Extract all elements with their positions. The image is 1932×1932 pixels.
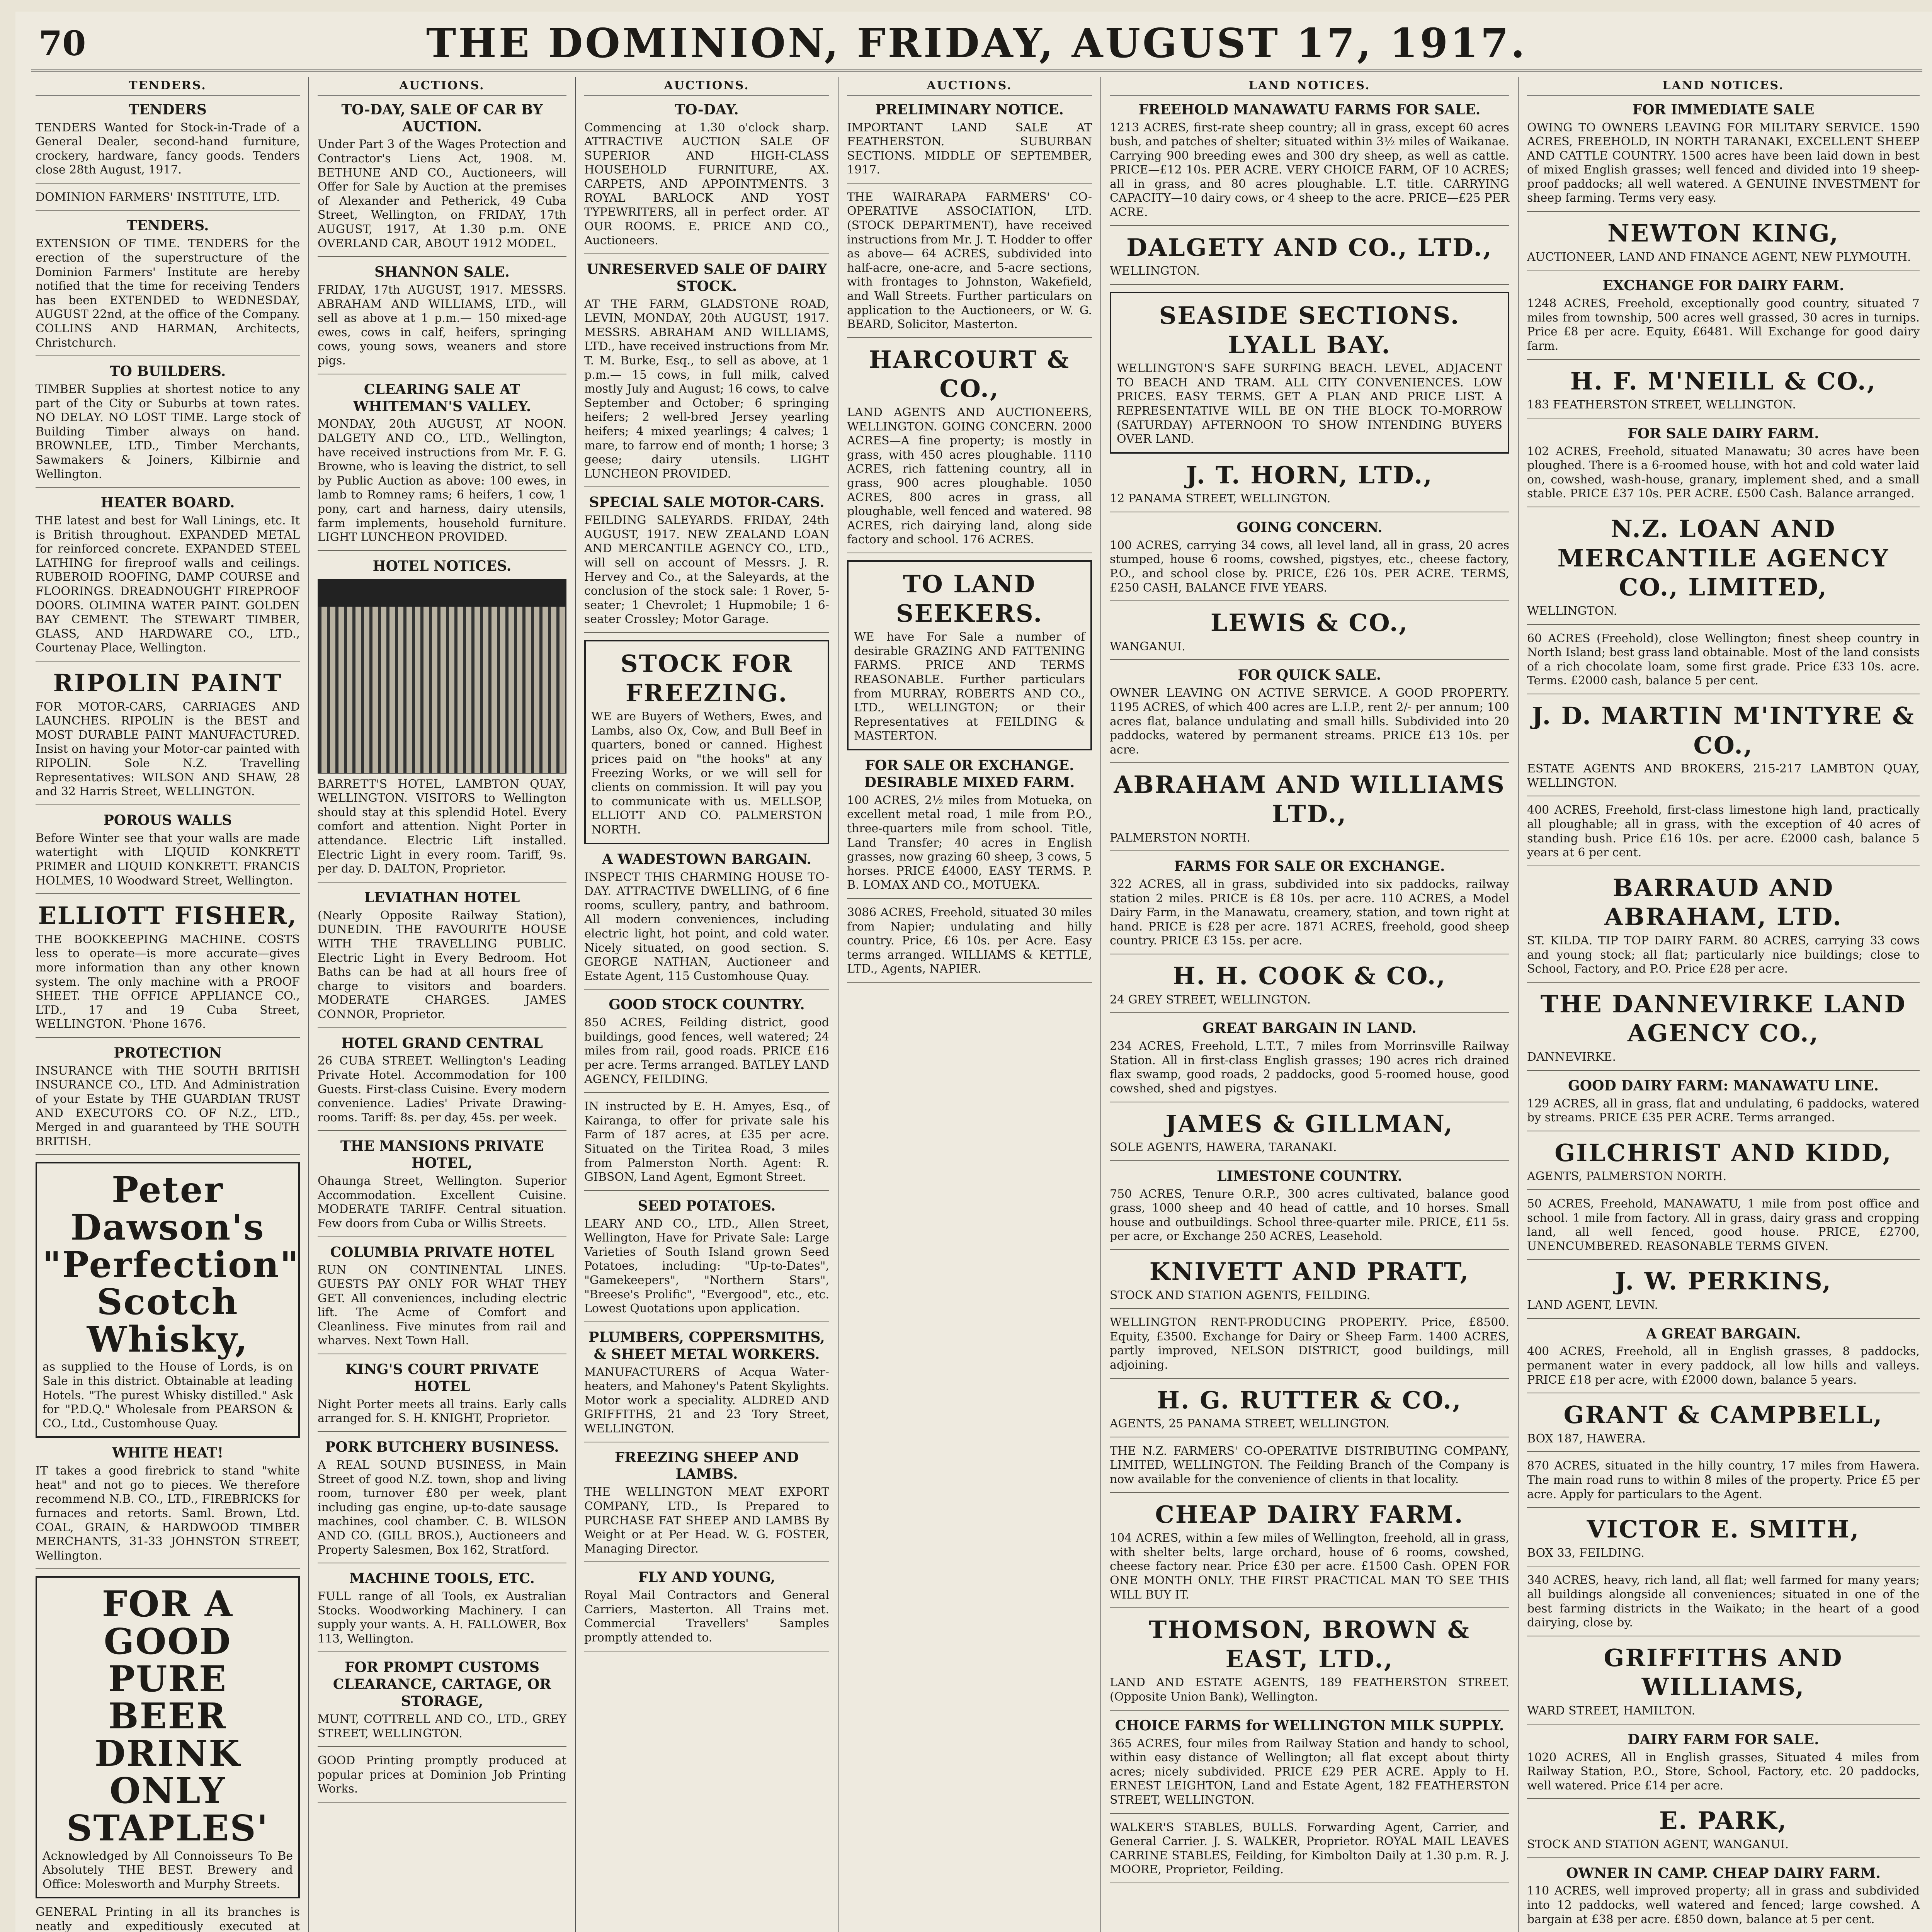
ad-body: LAND AGENT, LEVIN.: [1527, 1298, 1658, 1312]
ad-body: 1248 ACRES, Freehold, exceptionally good country, situated 7 miles from township, 500 acres well grassed, 30 acres in turnips. Price £8 per acre. Equity, £6481. Will Exchange for good dairy farm.: [1527, 297, 1920, 353]
advertisement: [1527, 1865, 1920, 1932]
ad-body: AT THE FARM, GLADSTONE ROAD, LEVIN, MONDAY, 20th AUGUST, 1917. MESSRS. ABRAHAM AND WILLIAMS, LTD., have received instructions from Mr. T. M. Burke, Esq., to sell as above, at 1 p.m.— 15 cows, in full milk, calved mostly July and August; 16 cows, to calve September and October; 6 springing heifers; 2 well-bred Jersey yearling heifers; 4 mixed yearlings; 4 calves; 1 mare, to farrow end of month; 1 horse; 3 geese; dairy utensils. LIGHT LUNCHEON PROVIDED.: [584, 297, 829, 481]
advertisement: [318, 264, 566, 374]
ad-body: LEARY AND CO., LTD., Allen Street, Wellington, Have for Private Sale: Large Varieties of South Island grown Seed Potatoes, including: "Up-to-Dates", "Gamekeepers", "Northern Stars", "Breese's Prolific", "Evergood", etc., etc. Lowest Quotations upon application.: [584, 1217, 829, 1316]
advertisement: [1110, 1386, 1509, 1437]
advertisement: [1527, 1573, 1920, 1636]
advertisement: [36, 668, 300, 805]
advertisement: [1527, 873, 1920, 983]
ad-heading: GOOD STOCK COUNTRY.: [609, 997, 805, 1013]
ad-heading: HARCOURT & CO.,: [869, 345, 1070, 403]
ad-heading: H. H. COOK & CO.,: [1173, 962, 1446, 990]
ad-body: WE are Buyers of Wethers, Ewes, and Lambs, also Ox, Cow, and Bull Beef in quarters, boned or canned. Highest prices paid on "the hooks" at any Freezing Works, or we will sell for clients on commission. It will pay you to communicate with us. MELLSOP, ELLIOTT AND CO. PALMERSTON NORTH.: [591, 710, 822, 837]
ad-body: Royal Mail Contractors and General Carriers, Masterton. All Trains met. Commercial Travellers' Samples promptly attended to.: [584, 1588, 829, 1645]
advertisement: [1527, 514, 1920, 624]
advertisement: [584, 1449, 829, 1563]
ad-body: THE N.Z. FARMERS' CO-OPERATIVE DISTRIBUTING COMPANY, LIMITED, WELLINGTON. The Feilding Branch of the Company is now available for the convenience of clients in that locality.: [1110, 1444, 1509, 1486]
ad-body: EXTENSION OF TIME. TENDERS for the erection of the superstructure of the Dominion Farmers' Institute are hereby notified that the time for receiving Tenders has been EXTENDED to WEDNESDAY, AUGUST 22nd, at the office of the Company. COLLINS AND HARMAN, Architects, Christchurch.: [36, 237, 300, 350]
ad-heading: SEED POTATOES.: [638, 1197, 776, 1214]
advertisement: [847, 190, 1092, 338]
masthead: [15, 19, 1932, 66]
ad-body: DOMINION FARMERS' INSTITUTE, LTD.: [36, 190, 280, 204]
ad-heading: THE MANSIONS PRIVATE HOTEL,: [340, 1138, 544, 1172]
advertisement: [318, 889, 566, 1028]
ad-body: 24 GREY STREET, WELLINGTON.: [1110, 993, 1311, 1007]
ad-body: WELLINGTON RENT-PRODUCING PROPERTY. Price, £8500. Equity, £3500. Exchange for Dairy or Sheep Farm. 1400 ACRES, partly improved, NELSON DISTRICT, good buildings, mill adjoining.: [1110, 1316, 1509, 1372]
ad-body: 110 ACRES, well improved property; all in grass and subdivided into 12 paddocks, well watered and fenced; large cowshed. A bargain at £38 per acre. £850 down, balance at 5 per cent.: [1527, 1884, 1920, 1926]
ad-body: STOCK AND STATION AGENTS, FEILDING.: [1110, 1288, 1371, 1302]
ad-body: WE have For Sale a number of desirable GRAZING AND FATTENING FARMS. PRICE AND TERMS REASONABLE. Further particulars from MURRAY, ROBERTS AND CO., LTD., WELLINGTON; or their Representatives at FEILDING & MASTERTON.: [854, 630, 1085, 743]
ad-body: RUN ON CONTINENTAL LINES. GUESTS PAY ONLY FOR WHAT THEY GET. All conveniences, including electric lift. The Acme of Comfort and Cleanliness. Five minutes from rail and wharves. Next Town Hall.: [318, 1263, 566, 1348]
ad-heading: NEWTON KING,: [1607, 219, 1839, 248]
ad-heading: BARRAUD AND ABRAHAM, LTD.: [1604, 873, 1842, 931]
advertisement: [1527, 803, 1920, 866]
advertisement: [1110, 1316, 1509, 1378]
ad-body: THE latest and best for Wall Linings, etc. It is British throughout. EXPANDED METAL for reinforced concrete. EXPANDED STEEL LATHING for fireproof walls and ceilings. RUBEROID ROOFING, DAMP COURSE and FLOORINGS. DREADNOUGHT FIREPROOF DOORS. OLIMINA WATER PAINT. GOLDEN BAY CEMENT. The STEWART TIMBER, GLASS, AND HARDWARE CO., LTD., Courtenay Place, Wellington.: [36, 514, 300, 655]
ad-body: LAND AND ESTATE AGENTS, 189 FEATHERSTON STREET. (Opposite Union Bank), Wellington.: [1110, 1676, 1509, 1704]
ad-heading: E. PARK,: [1659, 1806, 1787, 1835]
advertisement: [1110, 961, 1509, 1013]
advertisement: [1527, 219, 1920, 270]
newspaper-page: [15, 12, 1932, 1932]
page-number: 70: [39, 23, 86, 63]
ad-heading: GOOD DAIRY FARM: MANAWATU LINE.: [1568, 1077, 1879, 1094]
ad-heading: CHEAP DAIRY FARM.: [1155, 1500, 1464, 1529]
ad-body: INSPECT THIS CHARMING HOUSE TO-DAY. ATTRACTIVE DWELLING, of 6 fine rooms, scullery, pantry, and bathroom. All modern conveniences, including electric light, hot point, and cold water. Nicely situated, on good section. S. GEORGE NATHAN, Auctioneer and Estate Agent, 115 Customhouse Quay.: [584, 870, 829, 983]
ad-body: IMPORTANT LAND SALE AT FEATHERSTON. SUBURBAN SECTIONS. MIDDLE OF SEPTEMBER, 1917.: [847, 121, 1092, 177]
column-header: LAND NOTICES.: [1527, 77, 1920, 96]
ad-body: AUCTIONEER, LAND AND FINANCE AGENT, NEW PLYMOUTH.: [1527, 250, 1911, 264]
advertisement: [1527, 1643, 1920, 1725]
ad-body: THE WAIRARAPA FARMERS' CO-OPERATIVE ASSOCIATION, LTD. (STOCK DEPARTMENT), have received instructions from Mr. J. T. Hodder to offer as above— 64 ACRES, subdivided into half-acre, one-acre, and 5-acre sections, with frontages to Johnston, Wakefield, and Wall Streets. Further particulars on application to the Auctioneers, or W. G. BEARD, Solicitor, Masterton.: [847, 190, 1092, 332]
ad-body: 100 ACRES, 2½ miles from Motueka, on excellent metal road, 1 mile from P.O., three-quarters mile from school. Title, Land Transfer; 40 acres in English grasses, now grazing 60 sheep, 3 cows, 5 horses. PRICE £4000, EASY TERMS. P. B. LOMAX AND CO., MOTUEKA.: [847, 793, 1092, 892]
ad-heading: FOR IMMEDIATE SALE: [1632, 101, 1815, 118]
ad-heading: JAMES & GILLMAN,: [1165, 1109, 1454, 1138]
advertisement: [584, 1569, 829, 1651]
ad-body: THE BOOKKEEPING MACHINE. COSTS less to operate—is more accurate—gives more information than any other known system. The only machine with a PROOF SHEET. THE OFFICE APPLIANCE CO., LTD., 17 and 19 Cuba Street, WELLINGTON. 'Phone 1676.: [36, 932, 300, 1031]
advertisement: [1527, 701, 1920, 796]
ad-heading: GILCHRIST AND KIDD,: [1554, 1138, 1892, 1167]
advertisement: [847, 906, 1092, 983]
advertisement: [1527, 1078, 1920, 1131]
advertisement: [847, 757, 1092, 899]
advertisement: [36, 218, 300, 356]
advertisement: [36, 363, 300, 488]
advertisement: [1527, 277, 1920, 359]
column-5: [1101, 77, 1519, 1932]
advertisement: [1110, 102, 1509, 226]
ad-body: Commencing at 1.30 o'clock sharp. ATTRACTIVE AUCTION SALE OF SUPERIOR AND HIGH-CLASS HOUSEHOLD FURNITURE, AX. CARPETS, AND APPOINTMENTS. 3 ROYAL BARLOCK AND YOST TYPEWRITERS, all in perfect order. AT OUR ROOMS. E. PRICE AND CO., Auctioneers.: [584, 121, 829, 248]
advertisement: [1527, 1731, 1920, 1799]
advertisement: [1110, 233, 1509, 285]
advertisement: [318, 1361, 566, 1432]
ad-body: Before Winter see that your walls are made watertight with LIQUID KONKRETT PRIMER and LIQUID KONKRETT. FRANCIS HOLMES, 10 Woodward Street, Wellington.: [36, 831, 300, 888]
ad-heading: PLUMBERS, COPPERSMITHS, & SHEET METAL WORKERS.: [588, 1329, 825, 1362]
advertisement: [584, 851, 829, 990]
ad-body: 340 ACRES, heavy, rich land, all flat; well farmed for many years; all buildings alongside all conveniences; situated in one of the best farming districts in the Waikato; in the heart of a good dairying, close by.: [1527, 1573, 1920, 1630]
ad-body: OWING TO OWNERS LEAVING FOR MILITARY SERVICE. 1590 ACRES, FREEHOLD, IN NORTH TARANAKI, EXCELLENT SHEEP AND CATTLE COUNTRY. 1500 acres have been laid down in best of mixed English grasses; well fenced and divided into 19 sheep-proof paddocks; all well watered. A GENUINE INVESTMENT for sheep farming. Terms very easy.: [1527, 121, 1920, 205]
ad-heading: KING'S COURT PRIVATE HOTEL: [345, 1361, 539, 1395]
column-2: [309, 77, 576, 1932]
advertisement: [1527, 1138, 1920, 1190]
ad-heading: FOR PROMPT CUSTOMS CLEARANCE, CARTAGE, OR STORAGE,: [333, 1659, 551, 1710]
ad-body: 1213 ACRES, first-rate sheep country; all in grass, except 60 acres bush, and patches of shelter; situated within 3½ miles of Waikanae. Carrying 900 breeding ewes and 300 dry sheep, as well as cattle. PRICE—£12 10s. PER ACRE. VERY CHOICE FARM, OF 10 ACRES; all in grass, and 80 acres ploughable. L.T. title. CARRYING CAPACITY—10 dairy cows, or 4 sheep to the acre. PRICE—£25 PER ACRE.: [1110, 121, 1509, 219]
ad-body: 102 ACRES, Freehold, situated Manawatu; 30 acres have been ploughed. There is a 6-roomed house, with hot and cold water laid on, cowshed, wash-house, granary, implement shed, and a small stable. PRICE £37 10s. PER ACRE. £500 Cash. Balance arranged.: [1527, 444, 1920, 501]
advertisement: [1527, 1197, 1920, 1260]
ad-heading: GOING CONCERN.: [1236, 519, 1383, 536]
ad-heading: PRELIMINARY NOTICE.: [875, 101, 1064, 118]
ad-body: 365 ACRES, four miles from Railway Station and handy to school, within easy distance of Wellington; all flat except about thirty acres; nicely subdivided. PRICE £29 PER ACRE. Apply to H. ERNEST LEIGHTON, Land and Estate Agent, 182 FEATHERSTON STREET, WELLINGTON.: [1110, 1736, 1509, 1807]
advertisement: [1110, 608, 1509, 660]
advertisement: [36, 812, 300, 894]
ad-heading: ELLIOTT FISHER,: [38, 901, 298, 930]
advertisement: [584, 102, 829, 254]
advertisement: [1527, 1267, 1920, 1318]
ad-heading: VICTOR E. SMITH,: [1587, 1515, 1860, 1544]
ad-body: BOX 187, HAWERA.: [1527, 1432, 1646, 1446]
ad-heading: FARMS FOR SALE OR EXCHANGE.: [1174, 858, 1445, 875]
ad-body: 3086 ACRES, Freehold, situated 30 miles from Napier; undulating and hilly country. Price, £6 10s. per Acre. Easy terms arranged. WILLIAMS & KETTLE, LTD., Agents, NAPIER.: [847, 905, 1092, 976]
ad-heading: CLEARING SALE AT WHITEMAN'S VALLEY.: [353, 381, 531, 415]
ad-body: WELLINGTON.: [1527, 604, 1617, 618]
ad-body: SOLE AGENTS, HAWERA, TARANAKI.: [1110, 1141, 1337, 1155]
advertisement: [1110, 461, 1509, 512]
ad-body: PALMERSTON NORTH.: [1110, 831, 1250, 845]
ad-body: FEILDING SALEYARDS. FRIDAY, 24th AUGUST, 1917. NEW ZEALAND LOAN AND MERCANTILE AGENCY CO., LTD., will sell on account of Messrs. J. R. Hervey and Co., at the Saleyards, at the conclusion of the stock sale: 1 Rover, 5-seater; 1 Chevrolet; 1 Hupmobile; 1 6-seater Crossley; Motor Garage.: [584, 514, 829, 626]
hotel-roof: [318, 580, 566, 607]
ad-heading: H. F. M'NEILL & CO.,: [1570, 367, 1877, 395]
advertisement: [318, 1035, 566, 1131]
ad-heading: FLY AND YOUNG,: [638, 1569, 776, 1586]
advertisement: [1527, 1515, 1920, 1566]
ad-heading: THOMSON, BROWN & EAST, LTD.,: [1149, 1616, 1470, 1673]
advertisement: [36, 1162, 300, 1438]
advertisement: [318, 381, 566, 551]
advertisement: [1110, 1109, 1509, 1161]
ad-heading: GRANT & CAMPBELL,: [1563, 1401, 1883, 1429]
ad-body: IN instructed by E. H. Amyes, Esq., of Kairanga, to offer for private sale his Farm of 187 acres, at £35 per acre. Situated on the Tiritea Road, 3 miles from Palmerston North. Agent: R. GIBSON, Land Agent, Egmont Street.: [584, 1100, 829, 1184]
advertisement: [1527, 632, 1920, 694]
ad-heading: N.Z. LOAN AND MERCANTILE AGENCY CO., LIMITED,: [1557, 515, 1889, 602]
ad-heading: POROUS WALLS: [103, 812, 232, 828]
ad-body: WARD STREET, HAMILTON.: [1527, 1704, 1696, 1718]
ad-body: AGENTS, 25 PANAMA STREET, WELLINGTON.: [1110, 1417, 1389, 1431]
ad-heading: LEWIS & CO.,: [1210, 609, 1409, 637]
ad-heading: TENDERS.: [126, 218, 209, 234]
advertisement: [36, 1576, 300, 1898]
ad-heading: SHANNON SALE.: [374, 264, 510, 281]
ad-body: 750 ACRES, Tenure O.R.P., 300 acres cultivated, balance good grass, 1000 sheep and 40 head of cattle, and 10 horses. Small house and outbuildings. School three-quarter mile. PRICE, £11 5s. per acre, or Exchange 250 ACRES, Leasehold.: [1110, 1187, 1509, 1243]
ad-heading: PORK BUTCHERY BUSINESS.: [325, 1439, 559, 1456]
column-3: [576, 77, 838, 1932]
advertisement: [1110, 1821, 1509, 1883]
advertisement: [36, 495, 300, 662]
ad-heading: FREEZING SHEEP AND LAMBS.: [614, 1449, 799, 1483]
advertisement: [1110, 667, 1509, 763]
ad-body: MUNT, COTTRELL AND CO., LTD., GREY STREET, WELLINGTON.: [318, 1713, 566, 1740]
ad-body: Ohaunga Street, Wellington. Superior Accommodation. Excellent Cuisine. MODERATE TARIFF. Central situation. Few doors from Cuba or Willis Streets.: [318, 1174, 566, 1230]
ad-heading: PROTECTION: [114, 1044, 222, 1061]
ad-body: INSURANCE with THE SOUTH BRITISH INSURANCE CO., LTD. And Administration of your Estate by THE GUARDIAN TRUST AND EXECUTORS CO. OF N.Z., LTD., Merged in and guaranteed by THE SOUTH BRITISH.: [36, 1064, 300, 1148]
ad-body: WELLINGTON.: [1110, 264, 1200, 278]
advertisement: [847, 345, 1092, 553]
ad-body: 12 PANAMA STREET, WELLINGTON.: [1110, 492, 1331, 506]
advertisement: [584, 261, 829, 488]
ad-body: DANNEVIRKE.: [1527, 1050, 1616, 1064]
column-header: AUCTIONS.: [318, 77, 566, 96]
ad-heading: J. W. PERKINS,: [1615, 1267, 1832, 1296]
ad-body: FOR MOTOR-CARS, CARRIAGES AND LAUNCHES. RIPOLIN is the BEST and MOST DURABLE PAINT MANUFACTURED. Insist on having your Motor-car painted with RIPOLIN. Sole N.Z. Travelling Representatives: WILSON AND SHAW, 28 and 32 Harris Street, WELLINGTON.: [36, 700, 300, 799]
advertisement: [1110, 1020, 1509, 1102]
ad-heading: TENDERS: [129, 101, 207, 118]
ad-heading: SEASIDE SECTIONS. LYALL BAY.: [1159, 301, 1460, 359]
ad-body: 1020 ACRES, All in English grasses, Situated 4 miles from Railway Station, P.O., Store, School, Factory, etc. 20 paddocks, well watered. Price £14 per acre.: [1527, 1750, 1920, 1793]
advertisement: [1527, 1400, 1920, 1452]
advertisement: [318, 1754, 566, 1803]
ad-body: IT takes a good firebrick to stand "white heat" and not go to pieces. We therefore recommend N.B. CO., LTD., FIREBRICKS for furnaces and retorts. Saml. Brown, Ltd. COAL, GRAIN, & HARDWOOD TIMBER MERCHANTS, 31-33 JOHNSTON STREET, Wellington.: [36, 1464, 300, 1563]
ad-heading: A GREAT BARGAIN.: [1646, 1325, 1801, 1342]
advertisement: [1110, 858, 1509, 954]
advertisement: [318, 558, 566, 883]
advertisement: [1527, 102, 1920, 212]
ad-heading: COLUMBIA PRIVATE HOTEL: [330, 1244, 554, 1260]
ad-body: 100 ACRES, carrying 34 cows, all level land, all in grass, 20 acres stumped, house 6 rooms, cowshed, pigstyes, etc., cheese factory, P.O., and school close by. PRICE, £26 10s. PER ACRE. TERMS, £250 CASH, BALANCE FIVE YEARS.: [1110, 538, 1509, 595]
ad-heading: UNRESERVED SALE OF DAIRY STOCK.: [586, 261, 827, 294]
advertisement: [1527, 1326, 1920, 1394]
ad-body: ESTATE AGENTS AND BROKERS, 215-217 LAMBTON QUAY, WELLINGTON.: [1527, 762, 1920, 790]
advertisement: [36, 1905, 300, 1932]
advertisement: [1527, 425, 1920, 507]
advertisement: [318, 1138, 566, 1237]
advertisement: [318, 1659, 566, 1747]
ad-body: 50 ACRES, Freehold, MANAWATU, 1 mile from post office and school. 1 mile from factory. All in grass, dairy grass and cropping land, all well fenced, good house. PRICE, £2700, UNENCUMBERED. REASONABLE TERMS GIVEN.: [1527, 1197, 1920, 1253]
ad-heading: Peter Dawson's "Perfection" Scotch Whisky,: [43, 1169, 300, 1360]
ad-body: 322 ACRES, all in grass, subdivided into six paddocks, railway station 2 miles. PRICE is £8 10s. per acre. 110 ACRES, a Model Dairy Farm, in the Manawatu, creamery, station, and town right at hand. PRICE is £28 per acre. 1871 ACRES, freehold, good sheep country. PRICE £3 15s. per acre.: [1110, 878, 1509, 948]
advertisement: [36, 190, 300, 211]
ad-body: Night Porter meets all trains. Early calls arranged for. S. H. KNIGHT, Proprietor.: [318, 1397, 566, 1425]
ad-body: BARRETT'S HOTEL, LAMBTON QUAY, WELLINGTON. VISITORS to Wellington should stay at this splendid Hotel. Every comfort and attention. Night Porter in attendance. Electric Lift installed. Electric Light in every room. Tariff, 9s. per day. D. DALTON, Proprietor.: [318, 777, 566, 876]
advertisement: [1110, 1615, 1509, 1710]
ad-body: 26 CUBA STREET. Wellington's Leading Private Hotel. Accommodation for 100 Guests. First-class Cuisine. Every modern convenience. Ladies' Private Drawing-rooms. Tariff: 8s. per day, 45s. per week.: [318, 1054, 566, 1124]
ad-heading: THE DANNEVIRKE LAND AGENCY CO.,: [1540, 990, 1906, 1048]
advertisement: [584, 640, 829, 844]
advertisement: [1527, 990, 1920, 1071]
advertisement: [1527, 1806, 1920, 1858]
ad-body: 183 FEATHERSTON STREET, WELLINGTON.: [1527, 398, 1796, 412]
ad-body: (Nearly Opposite Railway Station), DUNEDIN. THE FAVOURITE HOUSE WITH THE TRAVELLING PUBLIC. Electric Light in Every Bedroom. Hot Baths can be had at all hours free of charge to visitors and boarders. MODERATE CHARGES. JAMES CONNOR, Proprietor.: [318, 908, 566, 1021]
ad-body: THE WELLINGTON MEAT EXPORT COMPANY, LTD., Is Prepared to PURCHASE FAT SHEEP AND LAMBS By Weight or at Per Head. W. G. FOSTER, Managing Director.: [584, 1485, 829, 1556]
advertisement: [36, 1445, 300, 1569]
advertisement: [1110, 292, 1509, 454]
ad-body: as supplied to the House of Lords, is on Sale in this district. Obtainable at leading Hotels. "The purest Whisky distilled." Ask for "P.D.Q." Wholesale from PEARSON & CO., Ltd., Customhouse Quay.: [43, 1360, 293, 1430]
advertisement: [36, 1045, 300, 1155]
ad-heading: H. G. RUTTER & CO.,: [1157, 1386, 1462, 1414]
ad-heading: EXCHANGE FOR DAIRY FARM.: [1602, 277, 1844, 294]
ad-heading: GRIFFITHS AND WILLIAMS,: [1604, 1643, 1843, 1701]
advertisement: [847, 102, 1092, 184]
ad-body: 400 ACRES, Freehold, all in English grasses, 8 paddocks, permanent water in every paddock, all low hills and valleys. PRICE £18 per acre, with £2000 down, balance 5 years.: [1527, 1345, 1920, 1387]
ad-body: Acknowledged by All Connoisseurs To Be Absolutely THE BEST. Brewery and Office: Molesworth and Murphy Streets.: [43, 1849, 293, 1891]
ad-heading: RIPOLIN PAINT: [53, 669, 282, 697]
ad-body: OWNER LEAVING ON ACTIVE SERVICE. A GOOD PROPERTY. 1195 ACRES, of which 400 acres are L.I.P., rent 2/- per annum; 100 acres flat, balance undulating and small hills. Subdivided into 20 paddocks, watered by permanent streams. PRICE £13 10s. per acre.: [1110, 686, 1509, 757]
ad-heading: DAIRY FARM FOR SALE.: [1628, 1731, 1819, 1748]
ad-heading: HOTEL NOTICES.: [372, 558, 512, 574]
ad-body: GENERAL Printing in all its branches is neatly and expeditiously executed at: [36, 1905, 300, 1932]
ad-body: AGENTS, PALMERSTON NORTH.: [1527, 1170, 1727, 1184]
ad-heading: TO-DAY.: [675, 101, 739, 118]
newspaper-title: THE DOMINION, FRIDAY, AUGUST 17, 1917.: [426, 19, 1527, 67]
advertisement: [584, 494, 829, 633]
ad-body: TIMBER Supplies at shortest notice to any part of the City or Suburbs at town rates. NO DELAY. NO LOST TIME. Large stock of Building Timber always on hand. BROWNLEE, LTD., Timber Merchants, Sawmakers & Joiners, Kilbirnie and Wellington.: [36, 383, 300, 481]
ad-heading: MACHINE TOOLS, ETC.: [349, 1570, 535, 1587]
ad-heading: HOTEL GRAND CENTRAL: [341, 1035, 543, 1051]
ad-body: FULL range of all Tools, ex Australian Stocks. Woodworking Machinery. I can supply your wants. A. H. FALLOWER, Box 113, Wellington.: [318, 1590, 566, 1646]
advertisement: [1110, 1257, 1509, 1309]
advertisement: [318, 102, 566, 257]
advertisement: [584, 1329, 829, 1442]
column-4: [838, 77, 1101, 1932]
ad-heading: CHOICE FARMS for WELLINGTON MILK SUPPLY.: [1115, 1717, 1504, 1734]
ad-body: A REAL SOUND BUSINESS, in Main Street of good N.Z. town, shop and living room, turnover £80 per week, plant including gas engine, up-to-date sausage machines, cool chamber. C. B. WILSON AND CO. (GILL BROS.), Auctioneers and Property Salesmen, Box 162, Stratford.: [318, 1458, 566, 1557]
ad-heading: FOR SALE OR EXCHANGE. DESIRABLE MIXED FARM.: [864, 757, 1075, 791]
ad-body: 60 ACRES (Freehold), close Wellington; finest sheep country in North Island; best grass land obtainable. Most of the land consists of a rich chocolate loam, some first grade. Price £33 10s. acre. Terms. £2000 cash, balance 5 per cent.: [1527, 631, 1920, 688]
ad-heading: TO LAND SEEKERS.: [896, 570, 1043, 628]
advertisement: [318, 1244, 566, 1354]
column-header: AUCTIONS.: [584, 77, 829, 96]
ad-heading: DALGETY AND CO., LTD.,: [1126, 233, 1493, 262]
advertisement: [1110, 1500, 1509, 1609]
column-6: [1519, 77, 1928, 1932]
ad-body: ST. KILDA. TIP TOP DAIRY FARM. 80 ACRES, carrying 33 cows and young stock; all flat; particularly nice buildings; close to School, Factory, and P.O. Price £28 per acre.: [1527, 934, 1920, 976]
ad-heading: FOR A GOOD PURE BEER DRINK ONLY STAPLES': [66, 1583, 269, 1849]
advertisement: [1527, 1459, 1920, 1508]
advertisement: [318, 1570, 566, 1652]
ad-body: 850 ACRES, Feilding district, good buildings, good fences, well watered; 24 miles from rail, good roads. PRICE £16 per acre. Terms arranged. BATLEY LAND AGENCY, FEILDING.: [584, 1016, 829, 1086]
advertisement: [584, 1100, 829, 1191]
advertisement: [1110, 519, 1509, 601]
advertisement: [1527, 367, 1920, 418]
ad-heading: SPECIAL SALE MOTOR-CARS.: [589, 494, 825, 511]
masthead-rule: [31, 70, 1922, 71]
ad-heading: LIMESTONE COUNTRY.: [1217, 1168, 1402, 1184]
advertisement: [36, 901, 300, 1038]
advertisement: [1110, 1718, 1509, 1814]
ad-body: BOX 33, FEILDING.: [1527, 1546, 1645, 1560]
advertisement: [318, 1439, 566, 1563]
ad-body: MANUFACTURERS of Acqua Water-heaters, and Mahoney's Patent Skylights. Motor work a speciality. ALDRED AND GRIFFITHS, 21 and 23 Tory Street, WELLINGTON.: [584, 1365, 829, 1435]
ad-body: STOCK AND STATION AGENT, WANGANUI.: [1527, 1837, 1789, 1851]
ad-heading: STOCK FOR FREEZING.: [620, 650, 793, 707]
ad-body: TENDERS Wanted for Stock-in-Trade of a General Dealer, second-hand furniture, crockery, hardware, fancy goods. Tenders close 28th August, 1917.: [36, 121, 300, 177]
ad-heading: HEATER BOARD.: [100, 495, 235, 511]
advertisement: [1110, 770, 1509, 851]
ad-body: WALKER'S STABLES, BULLS. Forwarding Agent, Carrier, and General Carrier. J. S. WALKER, Proprietor. ROYAL MAIL LEAVES CARRINE STABLES, Feilding, for Kimbolton Daily at 1.30 p.m. R. J. MOORE, Proprietor, Feilding.: [1110, 1820, 1509, 1877]
advertisement: [584, 997, 829, 1093]
column-1: [27, 77, 309, 1932]
ad-body: FRIDAY, 17th AUGUST, 1917. MESSRS. ABRAHAM AND WILLIAMS, LTD., will sell as above at 1 p.m.— 150 mixed-age ewes, cows in calf, heifers, springing cows, young sows, weaners and store pigs.: [318, 283, 566, 368]
ad-heading: GREAT BARGAIN IN LAND.: [1202, 1020, 1417, 1037]
ad-body: LAND AGENTS AND AUCTIONEERS, WELLINGTON. GOING CONCERN. 2000 ACRES—A fine property; is mostly in grass, with 450 acres ploughable. 1110 ACRES, rich fattening country, all in grass, 900 acres ploughable. 1050 ACRES, 800 acres in grass, all ploughable, well fenced and watered. 98 ACRES, rich dairying land, along side factory and school. 176 ACRES.: [847, 406, 1092, 547]
column-header: TENDERS.: [36, 77, 300, 96]
hotel-illustration: [318, 579, 566, 774]
ad-heading: WHITE HEAT!: [112, 1445, 224, 1461]
ad-body: 870 ACRES, situated in the hilly country, 17 miles from Hawera. The main road runs to within 8 miles of the property. Price £5 per acre. Apply for particulars to the Agent.: [1527, 1459, 1920, 1501]
advertisement: [584, 1198, 829, 1322]
ad-heading: J. T. HORN, LTD.,: [1186, 461, 1433, 489]
ad-heading: FOR QUICK SALE.: [1238, 667, 1381, 684]
ad-body: Under Part 3 of the Wages Protection and Contractor's Liens Act, 1908. M. BETHUNE AND CO., Auctioneers, will Offer for Sale by Auction at the premises of Alexander and Petherick, 49 Cuba Street, Wellington, on FRIDAY, 17th AUGUST, 1917, At 1.30 p.m. ONE OVERLAND CAR, ABOUT 1912 MODEL.: [318, 138, 566, 250]
advertisement: [36, 102, 300, 184]
ad-body: 129 ACRES, all in grass, flat and undulating, 6 paddocks, watered by streams. PRICE £35 PER ACRE. Terms arranged.: [1527, 1097, 1920, 1125]
advertisement: [1110, 1168, 1509, 1250]
ad-heading: LEVIATHAN HOTEL: [364, 889, 520, 906]
ad-heading: ABRAHAM AND WILLIAMS LTD.,: [1114, 770, 1505, 828]
ad-body: 400 ACRES, Freehold, first-class limestone high land, practically all ploughable; all in grass, with the exception of 40 acres of standing bush. Price £16 10s. per acre. £2000 cash, balance 5 years at 6 per cent.: [1527, 803, 1920, 860]
ad-heading: FREEHOLD MANAWATU FARMS FOR SALE.: [1138, 101, 1481, 118]
ad-heading: TO BUILDERS.: [109, 363, 226, 380]
column-header: AUCTIONS.: [847, 77, 1092, 96]
ad-heading: KNIVETT AND PRATT,: [1149, 1257, 1470, 1286]
ad-body: GOOD Printing promptly produced at popular prices at Dominion Job Printing Works.: [318, 1754, 566, 1796]
advertisement: [1110, 1444, 1509, 1493]
ad-body: WELLINGTON'S SAFE SURFING BEACH. LEVEL, ADJACENT TO BEACH AND TRAM. ALL CITY CONVENIENCES. LOW PRICES. EASY TERMS. GET A PLAN AND PRICE LIST. A REPRESENTATIVE WILL BE ON THE BLOCK TO-MORROW (SATURDAY) AFTERNOON TO SHOW INTENDING BUYERS OVER LAND.: [1117, 362, 1502, 446]
ad-heading: A WADESTOWN BARGAIN.: [602, 851, 812, 867]
ad-body: 104 ACRES, within a few miles of Wellington, freehold, all in grass, with shelter belts, large orchard, house of 6 rooms, cowshed, cheese factory near. Price £30 per acre. £1500 Cash. OPEN FOR ONE MONTH ONLY. THE FIRST PRACTICAL MAN TO SEE THIS WILL BUY IT.: [1110, 1531, 1509, 1602]
ad-body: MONDAY, 20th AUGUST, AT NOON. DALGETY AND CO., LTD., Wellington, have received instructions from Mr. F. G. Browne, who is leaving the district, to sell by Public Auction as above: 100 ewes, in lamb to Romney rams; 6 heifers, 1 cow, 1 pony, cart and harness, dairy utensils, farm implements, household furniture. LIGHT LUNCHEON PROVIDED.: [318, 417, 566, 544]
advertisement: [847, 560, 1092, 750]
column-header: LAND NOTICES.: [1110, 77, 1509, 96]
ad-heading: J. D. MARTIN M'INTYRE & CO.,: [1531, 701, 1915, 759]
ad-heading: TO-DAY, SALE OF CAR BY AUCTION.: [341, 101, 543, 135]
ad-body: WANGANUI.: [1110, 639, 1185, 653]
ad-body: 234 ACRES, Freehold, L.T.T., 7 miles from Morrinsville Railway Station. All in first-class English grasses; 190 acres rich drained flax swamp, good roads, 2 paddocks, good 5-roomed house, good cowshed, shed and pigstyes.: [1110, 1039, 1509, 1095]
ad-heading: OWNER IN CAMP. CHEAP DAIRY FARM.: [1566, 1865, 1881, 1881]
ad-heading: FOR SALE DAIRY FARM.: [1628, 425, 1819, 442]
